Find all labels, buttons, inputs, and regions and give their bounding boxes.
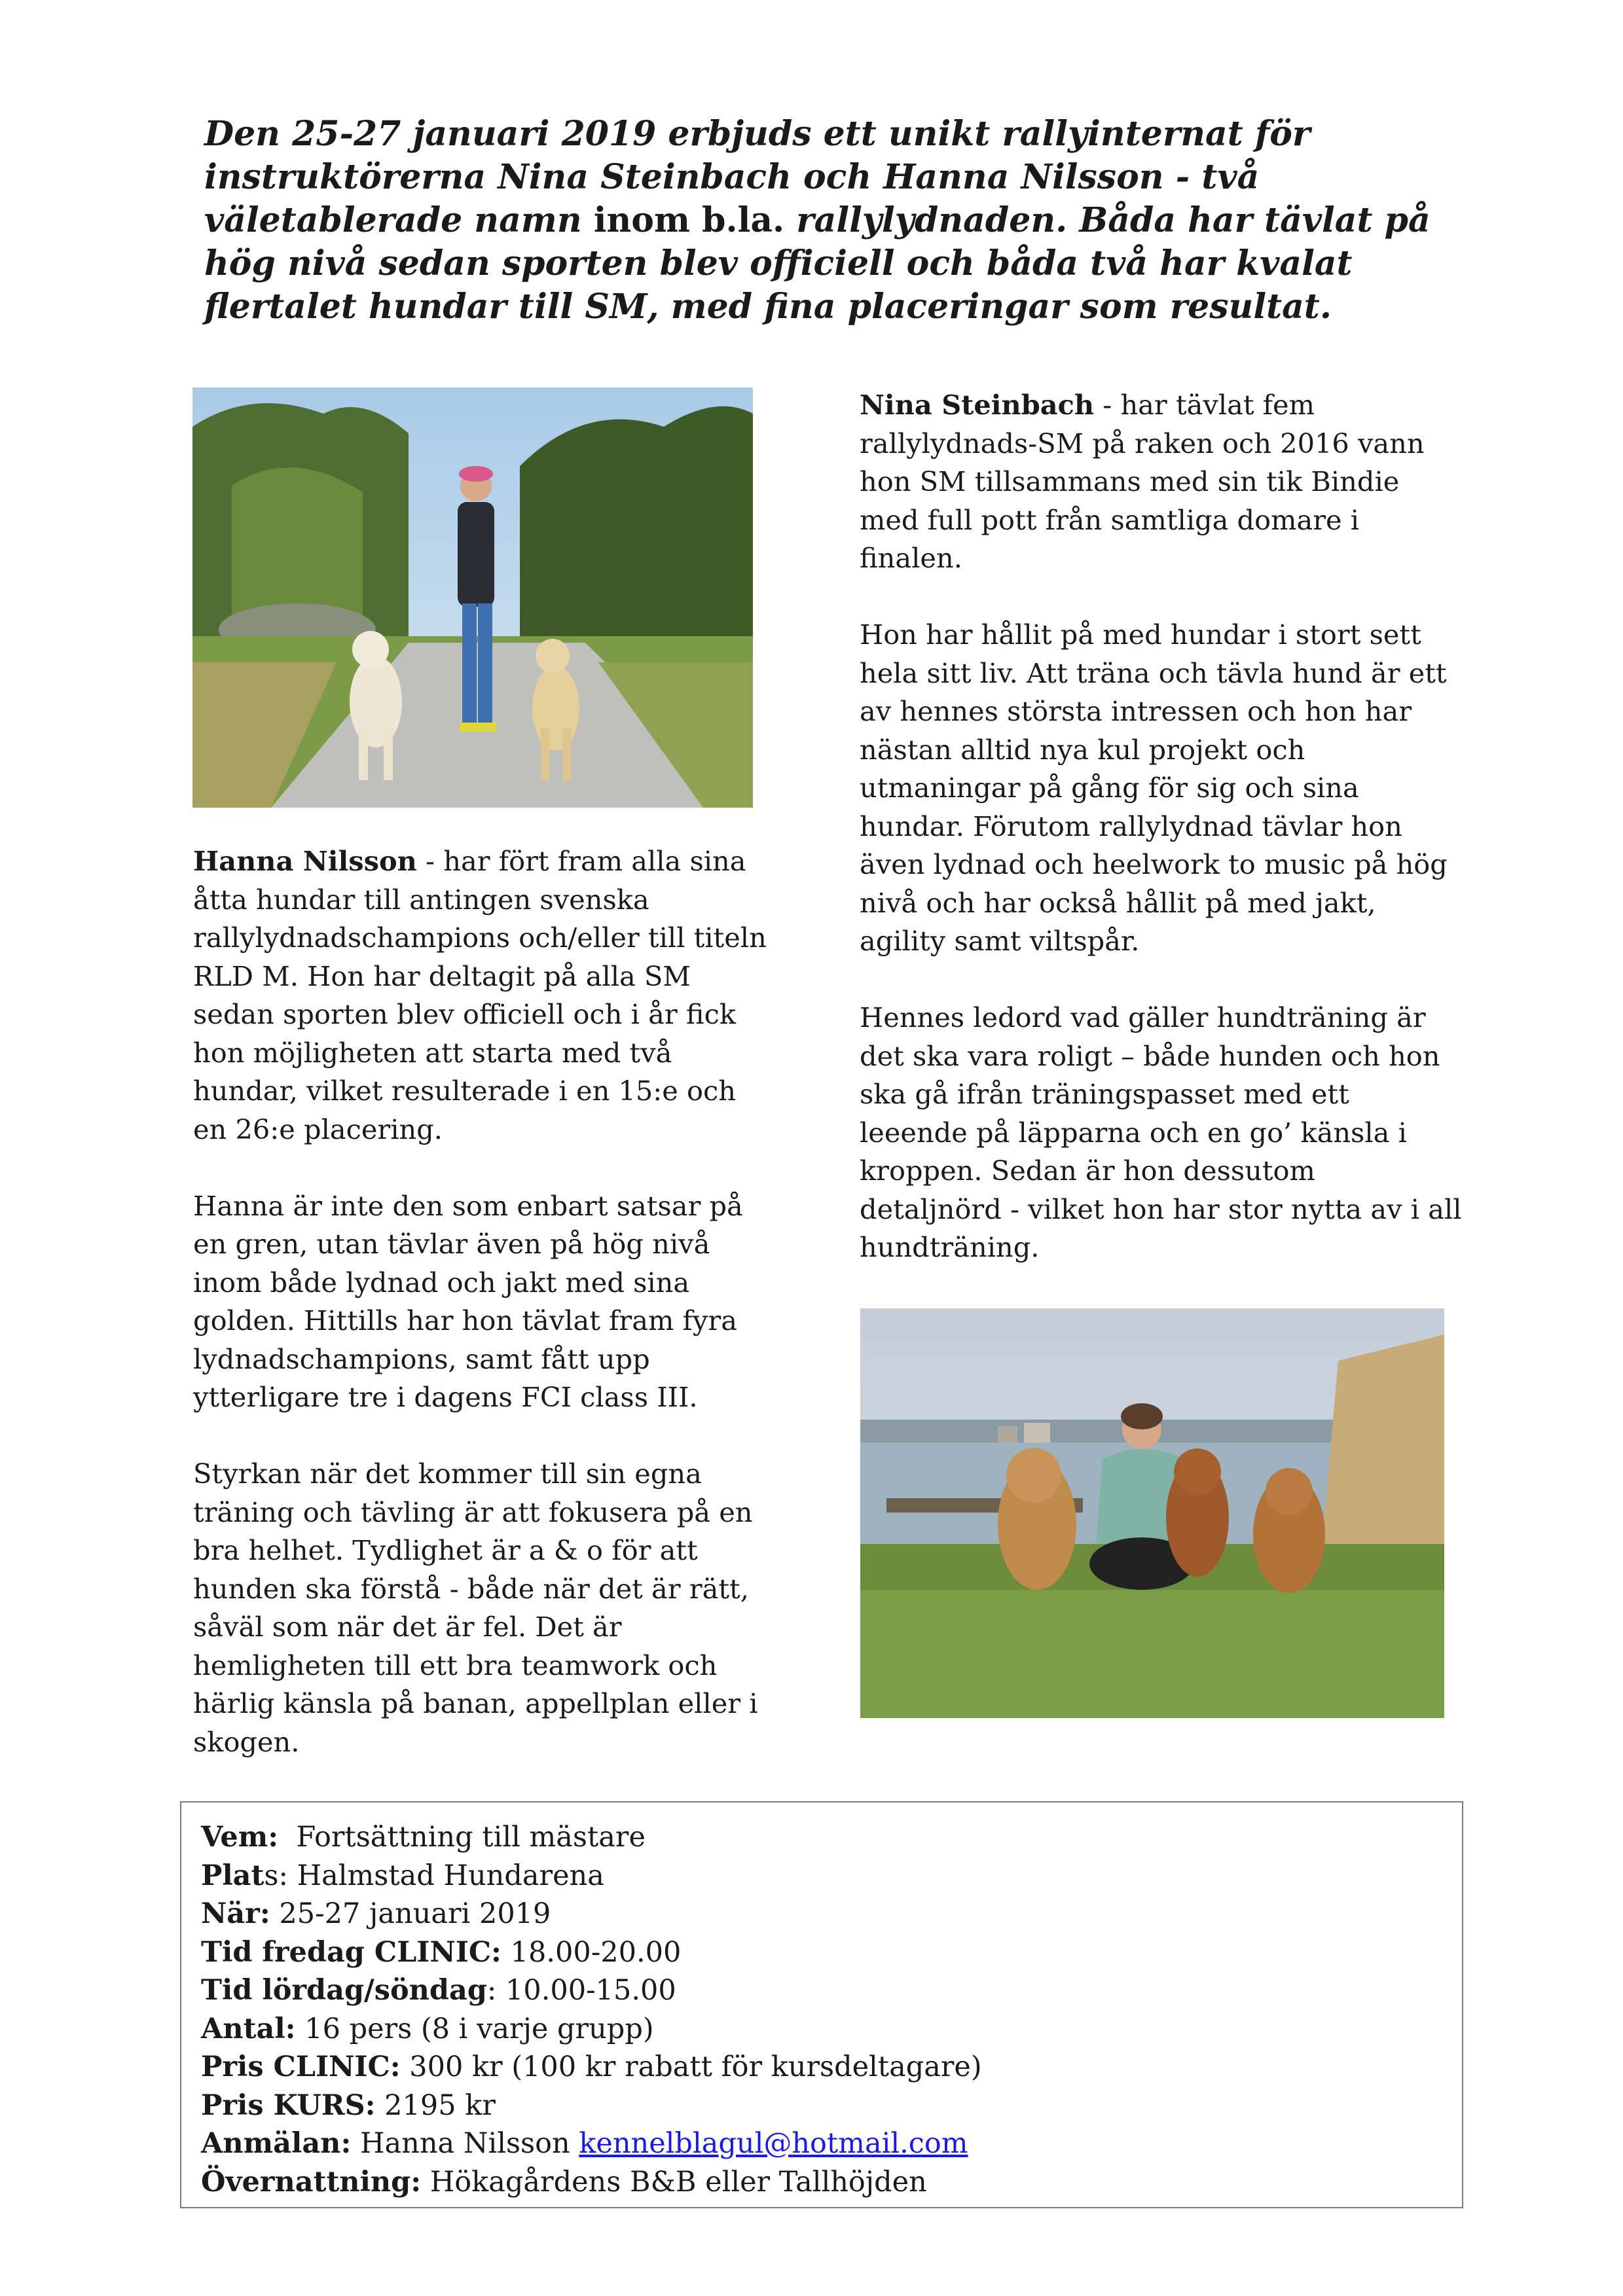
hanna-column [193, 842, 769, 1800]
pris-kurs-label: Pris KURS: [201, 2089, 376, 2122]
vem-label: Vem: [201, 1821, 279, 1854]
overnattning-label: Övernattning: [201, 2165, 422, 2198]
info-row-plats [201, 1857, 1442, 1895]
helg-label: Tid lördag/söndag [201, 1974, 487, 2007]
anmalan-value: Hanna Nilsson [351, 2127, 579, 2160]
overnattning-value: Hökagårdens B&B eller Tallhöjden [421, 2165, 927, 2198]
info-row-vem [201, 1818, 1442, 1857]
hanna-paragraph-3: Styrkan när det kommer till sin egna träning och tävling är att fokusera på en bra helhet. Tydlighet är a & o för att hunden ska förstå - både när det är rätt, såväl som när det är fel. Det är hemligheten till ett bra teamwork och härlig känsla på banan, appellplan eller i skogen. [193, 1458, 758, 1758]
photo-hanna-walking-dogs [192, 387, 753, 808]
anmalan-label: Anmälan: [201, 2127, 352, 2160]
fredag-label: Tid fredag CLINIC: [201, 1935, 501, 1969]
antal-value: 16 pers (8 i varje grupp) [295, 2012, 654, 2045]
nina-column [860, 386, 1462, 1305]
info-row-helg [201, 1971, 1442, 2010]
fredag-value: 18.00-20.00 [501, 1935, 682, 1969]
hanna-name: Hanna Nilsson [193, 845, 417, 877]
nina-paragraph-2: Hon har hållit på med hundar i stort sett hela sitt liv. Att träna och tävla hund är ett av hennes största intressen och hon har nästan alltid nya kul projekt och utmaningar på gång för sig och sina hundar. Förutom rallylydnad tävlar hon även lydnad och heelwork to music på hög nivå och har också hållit på med jakt, agility samt viltspår. [860, 619, 1448, 957]
intro-paragraph [204, 113, 1507, 329]
info-row-pris-clinic [201, 2048, 1442, 2087]
pris-clinic-value: 300 kr (100 kr rabatt för kursdeltagare) [400, 2051, 982, 2083]
vem-value: Fortsättning till mästare [278, 1821, 646, 1854]
hanna-paragraph-2: Hanna är inte den som enbart satsar på en gren, utan tävlar även på hög nivå inom både lydnad och jakt med sina golden. Hittills har hon tävlat fram fyra lydnadschampions, samt fått upp ytterligare tre i dagens FCI class III. [193, 1189, 743, 1413]
intro-text-2: inom b.la. [593, 200, 785, 240]
nina-paragraph-3: Hennes ledord vad gäller hundträning är det ska vara roligt – både hunden och hon ska gå ifrån träningspasset med ett leeende på läpparna och en go’ känsla i kroppen. Sedan är hon dessutom detaljnörd - vilket hon har stor nytta av i all hundträning. [860, 1001, 1462, 1263]
pris-kurs-value: 2195 kr [375, 2089, 496, 2122]
course-info-box [180, 1801, 1463, 2208]
plats-label: Plat [201, 1859, 264, 1892]
photo-nina-with-dogs [860, 1308, 1444, 1718]
intro-text-1: Den 25-27 januari 2019 erbjuds ett unikt rallyinternat för instruktörerna Nina Steinbach och Hanna Nilsson - två väletablerade namn [204, 114, 1311, 240]
nar-label: När: [201, 1897, 270, 1930]
info-row-antal [201, 2010, 1442, 2049]
antal-label: Antal: [201, 2012, 296, 2045]
nina-name: Nina Steinbach [860, 389, 1095, 421]
info-row-anmalan [201, 2125, 1442, 2163]
email-link[interactable]: kennelblagul@hotmail.com [579, 2127, 968, 2160]
info-row-nar [201, 1895, 1442, 1933]
helg-value: : 10.00-15.00 [486, 1974, 676, 2007]
hanna-text-1: - har fört fram alla sina åtta hundar till antingen svenska rallylydnadschampions och/eller till titeln RLD M. Hon har deltagit på alla SM sedan sporten blev officiell och i år fick hon möjligheten att starta med två hundar, vilket resulterade i en 15:e och en 26:e placering. [193, 845, 767, 1145]
info-row-pris-kurs [201, 2087, 1442, 2125]
plats-value: s: Halmstad Hundarena [264, 1859, 604, 1892]
pris-clinic-label: Pris CLINIC: [201, 2051, 401, 2083]
nina-text-1: - har tävlat fem rallylydnads-SM på raken och 2016 vann hon SM tillsammans med sin tik Bindie med full pott från samtliga domare i finalen. [860, 389, 1425, 574]
nina-paragraph-1 [860, 386, 1462, 578]
hanna-paragraph-1 [193, 842, 769, 1149]
info-row-overnattning [201, 2163, 1442, 2202]
nar-value: 25-27 januari 2019 [270, 1897, 551, 1930]
info-row-fredag [201, 1933, 1442, 1972]
intro-text-3: rallylydnaden. Båda har tävlat på hög nivå sedan sporten blev officiell och båda två har kvalat flertalet hundar till SM, med fina placeringar som resultat. [204, 200, 1431, 327]
